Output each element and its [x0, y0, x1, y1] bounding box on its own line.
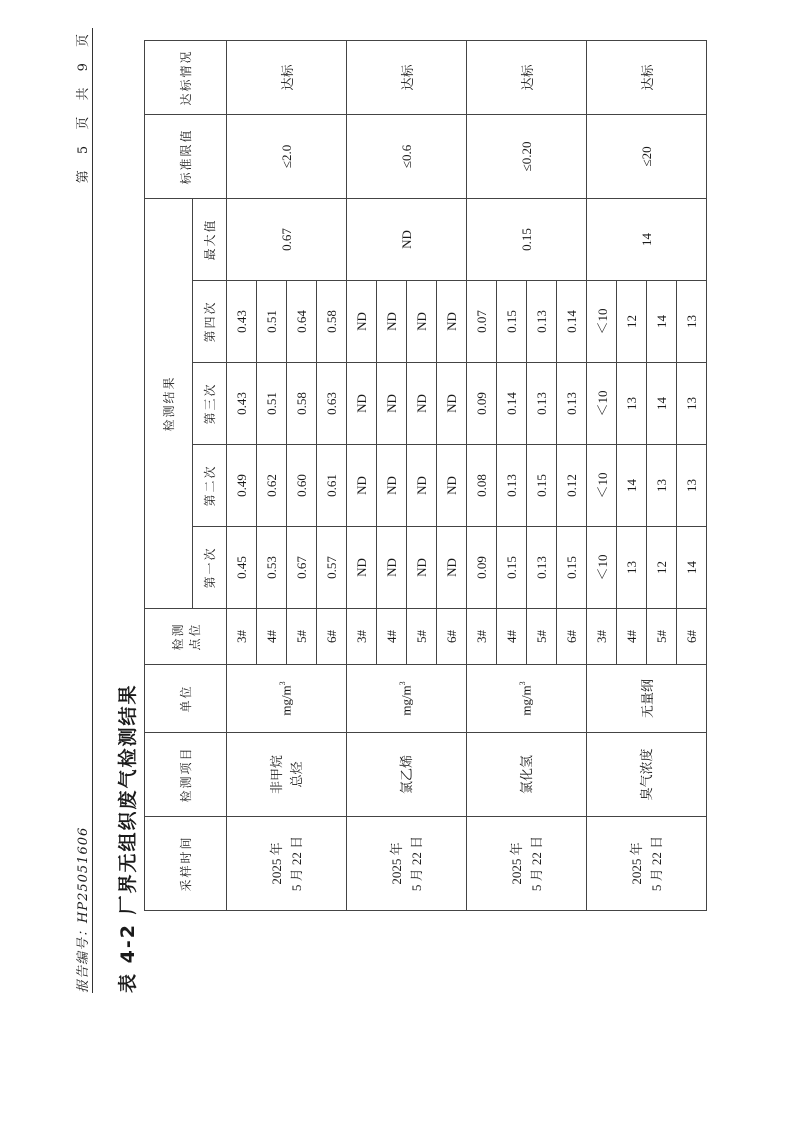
round4-value: ＜10 — [586, 280, 616, 362]
header-point — [144, 608, 226, 664]
round4-value: ND — [406, 280, 436, 362]
round1-value: 12 — [646, 526, 676, 608]
header-item: 检测项目 — [144, 732, 226, 816]
point-cell: 4# — [256, 608, 286, 664]
point-cell: 5# — [526, 608, 556, 664]
sampling-date-cell — [466, 816, 586, 910]
round3-value: 14 — [646, 362, 676, 444]
round2-value: 0.15 — [526, 444, 556, 526]
round3-value: ＜10 — [586, 362, 616, 444]
round2-value: 13 — [646, 444, 676, 526]
round4-value: 0.64 — [286, 280, 316, 362]
round2-value: ＜10 — [586, 444, 616, 526]
round3-value: 13 — [676, 362, 706, 444]
round4-value: ND — [376, 280, 406, 362]
unit-text: mg/m — [518, 684, 534, 716]
point-cell: 3# — [346, 608, 376, 664]
sampling-date-year: 2025 年 — [388, 841, 403, 885]
item-name-line1: 氯乙烯 — [398, 754, 413, 794]
round3-value: 13 — [616, 362, 646, 444]
sampling-date-day: 5 月 22 日 — [408, 835, 423, 891]
header-max: 最大值 — [192, 198, 226, 280]
round4-value: 0.15 — [496, 280, 526, 362]
item-name-line2: 总烃 — [288, 761, 303, 788]
header-round2: 第二次 — [192, 444, 226, 526]
header-round1: 第一次 — [192, 526, 226, 608]
point-cell: 3# — [226, 608, 256, 664]
status-cell: 达标 — [346, 40, 466, 114]
point-cell: 4# — [616, 608, 646, 664]
round1-value: ＜10 — [586, 526, 616, 608]
round3-value: 0.51 — [256, 362, 286, 444]
max-value-cell: 14 — [586, 198, 706, 280]
status-cell: 达标 — [586, 40, 706, 114]
round4-value: ND — [436, 280, 466, 362]
max-value-cell: 0.15 — [466, 198, 586, 280]
round2-value: 0.13 — [496, 444, 526, 526]
item-cell — [466, 732, 586, 816]
item-name-line1: 氯化氢 — [518, 754, 533, 794]
unit-superscript: 3 — [517, 680, 527, 685]
round4-value: 14 — [646, 280, 676, 362]
table-caption: 表 4-2 厂界无组织废气检测结果 — [116, 682, 139, 993]
results-table — [144, 39, 707, 910]
round3-value: 0.14 — [496, 362, 526, 444]
round3-value: 0.13 — [556, 362, 586, 444]
unit-superscript: 3 — [277, 680, 287, 685]
header-rule — [92, 28, 93, 993]
max-value-cell: ND — [346, 198, 466, 280]
round2-value: 14 — [616, 444, 646, 526]
round3-value: 0.13 — [526, 362, 556, 444]
limit-cell: ≤0.6 — [346, 114, 466, 198]
round4-value: 0.51 — [256, 280, 286, 362]
header-point-line2: 点位 — [187, 622, 201, 651]
round4-value: 0.14 — [556, 280, 586, 362]
round1-value: 0.13 — [526, 526, 556, 608]
point-cell: 4# — [376, 608, 406, 664]
round4-value: 0.58 — [316, 280, 346, 362]
item-name-line1: 臭气浓度 — [638, 748, 653, 801]
header-sampling-time: 采样时间 — [144, 816, 226, 910]
round1-value: ND — [376, 526, 406, 608]
table-row — [226, 40, 256, 910]
max-value-cell: 0.67 — [226, 198, 346, 280]
point-cell: 6# — [556, 608, 586, 664]
header-limit: 标准限值 — [144, 114, 226, 198]
round1-value: ND — [436, 526, 466, 608]
sampling-date-year: 2025 年 — [508, 841, 523, 885]
round3-value: ND — [406, 362, 436, 444]
round2-value: 0.12 — [556, 444, 586, 526]
table-row — [466, 40, 496, 910]
round4-value: ND — [346, 280, 376, 362]
round4-value: 12 — [616, 280, 646, 362]
round1-value: 0.57 — [316, 526, 346, 608]
round1-value: 14 — [676, 526, 706, 608]
round3-value: 0.58 — [286, 362, 316, 444]
round3-value: ND — [376, 362, 406, 444]
point-cell: 4# — [496, 608, 526, 664]
unit-cell — [346, 664, 466, 732]
round1-value: 0.45 — [226, 526, 256, 608]
round1-value: ND — [406, 526, 436, 608]
sampling-date-cell — [586, 816, 706, 910]
round2-value: 0.08 — [466, 444, 496, 526]
round4-value: 13 — [676, 280, 706, 362]
item-name-line1: 非甲烷 — [268, 754, 283, 794]
sampling-date-cell — [226, 816, 346, 910]
round3-value: ND — [346, 362, 376, 444]
header-point-line1: 检测 — [170, 622, 184, 651]
limit-cell: ≤20 — [586, 114, 706, 198]
round4-value: 0.13 — [526, 280, 556, 362]
item-cell — [226, 732, 346, 816]
sampling-date-day: 5 月 22 日 — [288, 835, 303, 891]
point-cell: 5# — [646, 608, 676, 664]
point-cell: 3# — [466, 608, 496, 664]
header-unit: 单位 — [144, 664, 226, 732]
round3-value: ND — [436, 362, 466, 444]
table-row — [346, 40, 376, 910]
unit-superscript: 3 — [397, 680, 407, 685]
round1-value: ND — [346, 526, 376, 608]
sampling-date-year: 2025 年 — [268, 841, 283, 885]
round3-value: 0.09 — [466, 362, 496, 444]
header-results: 检测结果 — [144, 198, 192, 608]
round2-value: ND — [346, 444, 376, 526]
table-row — [586, 40, 616, 910]
round3-value: 0.63 — [316, 362, 346, 444]
round2-value: 0.62 — [256, 444, 286, 526]
results-body — [226, 40, 706, 910]
unit-cell — [466, 664, 586, 732]
sampling-date-day: 5 月 22 日 — [528, 835, 543, 891]
round2-value: 0.61 — [316, 444, 346, 526]
sampling-date-day: 5 月 22 日 — [648, 835, 663, 891]
header-round3: 第三次 — [192, 362, 226, 444]
round1-value: 0.15 — [496, 526, 526, 608]
round4-value: 0.07 — [466, 280, 496, 362]
point-cell: 6# — [316, 608, 346, 664]
round1-value: 0.67 — [286, 526, 316, 608]
point-cell: 5# — [286, 608, 316, 664]
round3-value: 0.43 — [226, 362, 256, 444]
round1-value: 0.53 — [256, 526, 286, 608]
page-info: 第 5 页 共 9 页 — [75, 27, 91, 183]
round1-value: 0.09 — [466, 526, 496, 608]
item-cell — [346, 732, 466, 816]
unit-text: mg/m — [278, 684, 294, 716]
item-cell — [586, 732, 706, 816]
report-number: 报告编号：HP25051606 — [75, 826, 91, 993]
round1-value: 0.15 — [556, 526, 586, 608]
point-cell: 3# — [586, 608, 616, 664]
point-cell: 6# — [436, 608, 466, 664]
unit-cell — [226, 664, 346, 732]
unit-text: mg/m — [398, 684, 414, 716]
limit-cell: ≤2.0 — [226, 114, 346, 198]
unit-text: 无量纲 — [639, 678, 655, 718]
point-cell: 5# — [406, 608, 436, 664]
round2-value: 13 — [676, 444, 706, 526]
round2-value: 0.60 — [286, 444, 316, 526]
sampling-date-cell — [346, 816, 466, 910]
round2-value: ND — [376, 444, 406, 526]
status-cell: 达标 — [226, 40, 346, 114]
header-round4: 第四次 — [192, 280, 226, 362]
header-status: 达标情况 — [144, 40, 226, 114]
round4-value: 0.43 — [226, 280, 256, 362]
sampling-date-year: 2025 年 — [628, 841, 643, 885]
point-cell: 6# — [676, 608, 706, 664]
unit-cell — [586, 664, 706, 732]
round2-value: 0.49 — [226, 444, 256, 526]
round1-value: 13 — [616, 526, 646, 608]
status-cell: 达标 — [466, 40, 586, 114]
round2-value: ND — [436, 444, 466, 526]
round2-value: ND — [406, 444, 436, 526]
limit-cell: ≤0.20 — [466, 114, 586, 198]
